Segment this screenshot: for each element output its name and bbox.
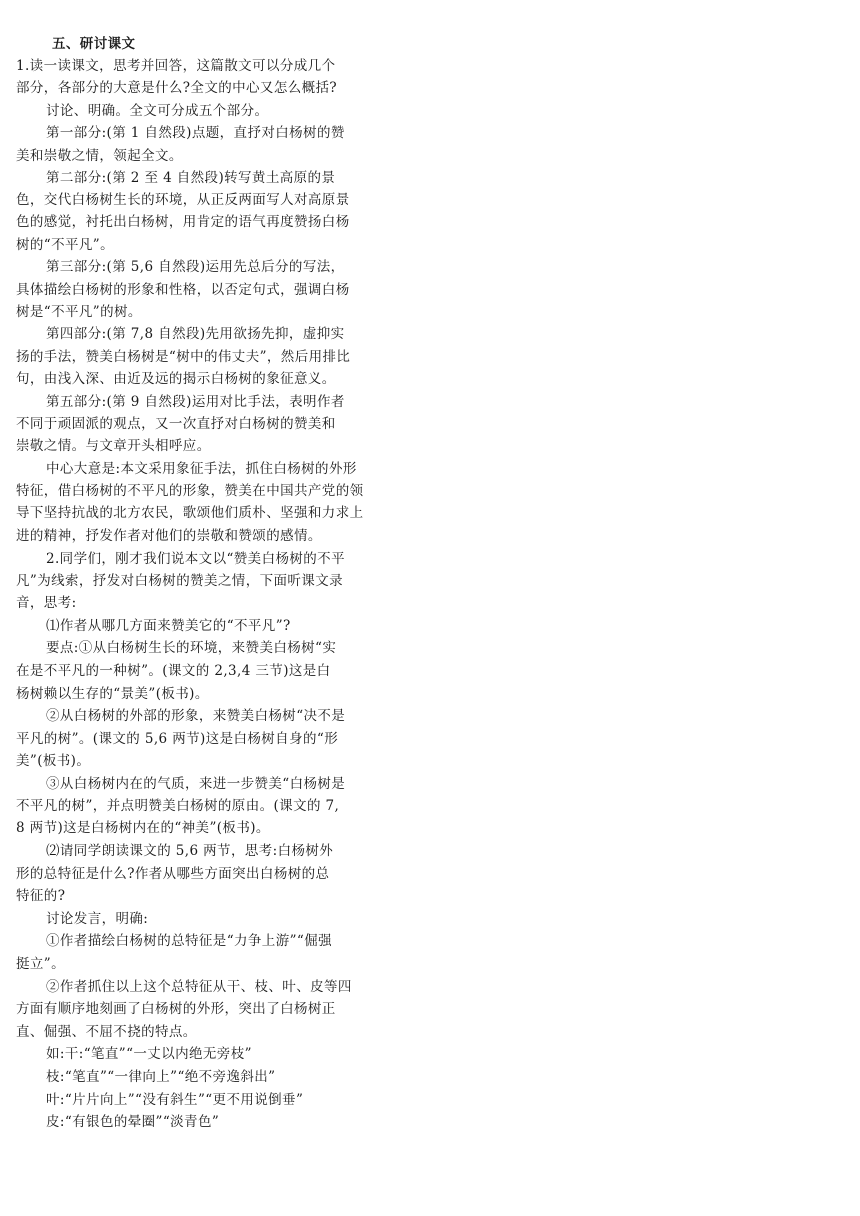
text-line: 树的“不平凡”。 [16, 237, 115, 253]
text-line: 美”(板书)。 [16, 753, 91, 769]
text-line: 方面有顺序地刻画了白杨树的外形，突出了白杨树正 [16, 1001, 336, 1017]
text-line: 杨树赖以生存的“景美”(板书)。 [16, 686, 209, 702]
text-line: 树是“不平凡”的树。 [16, 304, 142, 320]
text-line: 句，由浅入深、由近及远的揭示白杨树的象征意义。 [16, 371, 336, 387]
text-line: 导下坚持抗战的北方农民，歌颂他们质朴、坚强和力求上 [16, 505, 364, 521]
text-line: ⑵请同学朗读课文的 5,6 两节，思考:白杨树外 [46, 843, 334, 859]
text-line: ①作者描绘白杨树的总特征是“力争上游”“倔强 [46, 933, 333, 949]
text-line: 讨论发言，明确: [46, 911, 149, 927]
text-line: 直、倔强、不屈不挠的特点。 [16, 1024, 197, 1040]
text-line: 音，思考: [16, 595, 77, 611]
text-line: 叶:“片片向上”“没有斜生”“更不用说倒垂” [46, 1092, 304, 1108]
text-line: 部分，各部分的大意是什么?全文的中心又怎么概括? [16, 80, 338, 96]
text-line: 中心大意是:本文采用象征手法，抓住白杨树的外形 [46, 461, 357, 477]
text-line: 崇敬之情。与文章开头相呼应。 [16, 438, 211, 454]
text-line: 具体描绘白杨树的形象和性格，以否定句式，强调白杨 [16, 282, 350, 298]
text-line: 特征的? [16, 888, 66, 904]
text-line: 进的精神，抒发作者对他们的崇敬和赞颂的感情。 [16, 528, 322, 544]
text-line: ③从白杨树内在的气质，来进一步赞美“白杨树是 [46, 776, 346, 792]
text-line: 第二部分:(第 2 至 4 自然段)转写黄土高原的景 [46, 170, 336, 186]
text-line: 平凡的树”。(课文的 5,6 两节)这是白杨树自身的“形 [16, 731, 339, 747]
text-line: 8 两节)这是白杨树内在的“神美”(板书)。 [16, 820, 270, 836]
text-line: 不平凡的树”，并点明赞美白杨树的原由。(课文的 7, [16, 798, 340, 814]
text-line: 第五部分:(第 9 自然段)运用对比手法，表明作者 [46, 394, 345, 410]
text-line: 不同于顽固派的观点，又一次直抒对白杨树的赞美和 [16, 416, 336, 432]
text-line: 色的感觉，衬托出白杨树，用肯定的语气再度赞扬白杨 [16, 214, 350, 230]
text-line: 扬的手法，赞美白杨树是“树中的伟丈夫”，然后用排比 [16, 349, 351, 365]
text-line: 皮:“有银色的晕圈”“淡青色” [46, 1114, 220, 1130]
text-line: 第一部分:(第 1 自然段)点题，直抒对白杨树的赞 [46, 125, 345, 141]
section-heading: 五、研讨课文 [52, 36, 136, 52]
text-line: 挺立”。 [16, 956, 66, 972]
text-line: 第三部分:(第 5,6 自然段)运用先总后分的写法， [46, 259, 345, 275]
text-line: 色，交代白杨树生长的环境，从正反两面写人对高原景 [16, 192, 350, 208]
text-line: 枝:“笔直”“一律向上”“绝不旁逸斜出” [46, 1069, 276, 1085]
text-line: 凡”为线索，抒发对白杨树的赞美之情，下面听课文录 [16, 573, 344, 589]
text-line: 1.读一读课文，思考并回答，这篇散文可以分成几个 [16, 58, 336, 74]
text-line: ②从白杨树的外部的形象，来赞美白杨树“决不是 [46, 708, 346, 724]
text-line: 如:干:“笔直”“一丈以内绝无旁枝” [46, 1046, 252, 1062]
text-line: ⑴作者从哪几方面来赞美它的“不平凡”? [46, 618, 291, 634]
text-line: 要点:①从白杨树生长的环境，来赞美白杨树“实 [46, 640, 337, 656]
text-line: 形的总特征是什么?作者从哪些方面突出白杨树的总 [16, 866, 330, 882]
text-line: 特征，借白杨树的不平凡的形象，赞美在中国共产党的领 [16, 483, 364, 499]
text-line: 在是不平凡的一种树”。(课文的 2,3,4 三节)这是白 [16, 663, 331, 679]
text-line: 美和崇敬之情，领起全文。 [16, 148, 183, 164]
text-line: 第四部分:(第 7,8 自然段)先用欲扬先抑，虚抑实 [46, 326, 345, 342]
text-line: 讨论、明确。全文可分成五个部分。 [46, 103, 269, 119]
text-line: 2.同学们，刚才我们说本文以“赞美白杨树的不平 [46, 551, 345, 567]
text-line: ②作者抓住以上这个总特征从干、枝、叶、皮等四 [46, 979, 352, 995]
